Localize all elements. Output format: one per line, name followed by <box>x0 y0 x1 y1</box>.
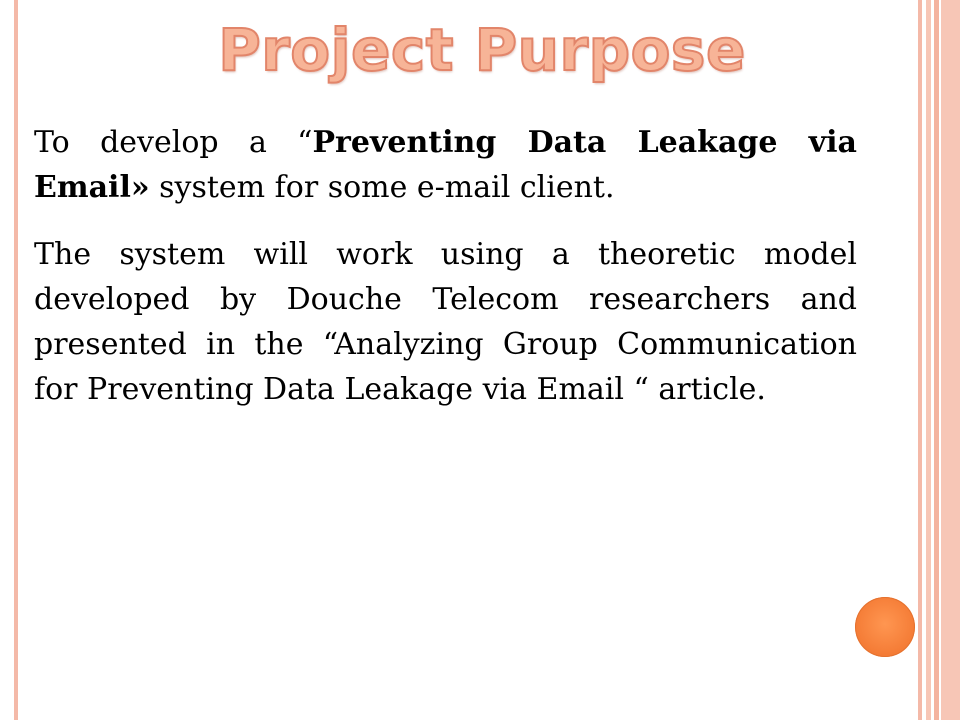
right-border-line <box>918 0 922 720</box>
paragraph-purpose-tail: system for some e-mail client. <box>149 170 615 205</box>
decorative-circle <box>855 597 915 657</box>
paragraph-method: The system will work using a theoretic model developed by Douche Telecom researchers and presented in the “Analyzing Group Communication for Preventing Data Leakage via Email “ article. <box>34 237 857 407</box>
left-border-line <box>14 0 18 720</box>
slide-title: Project Purpose <box>218 16 746 84</box>
paragraph-purpose-lead: To develop a “ <box>34 125 313 160</box>
right-border-band <box>926 0 960 720</box>
paragraph-purpose <box>34 120 857 210</box>
slide-body <box>34 120 857 412</box>
system-name: Preventing Data Leakage via Email» <box>34 125 857 205</box>
